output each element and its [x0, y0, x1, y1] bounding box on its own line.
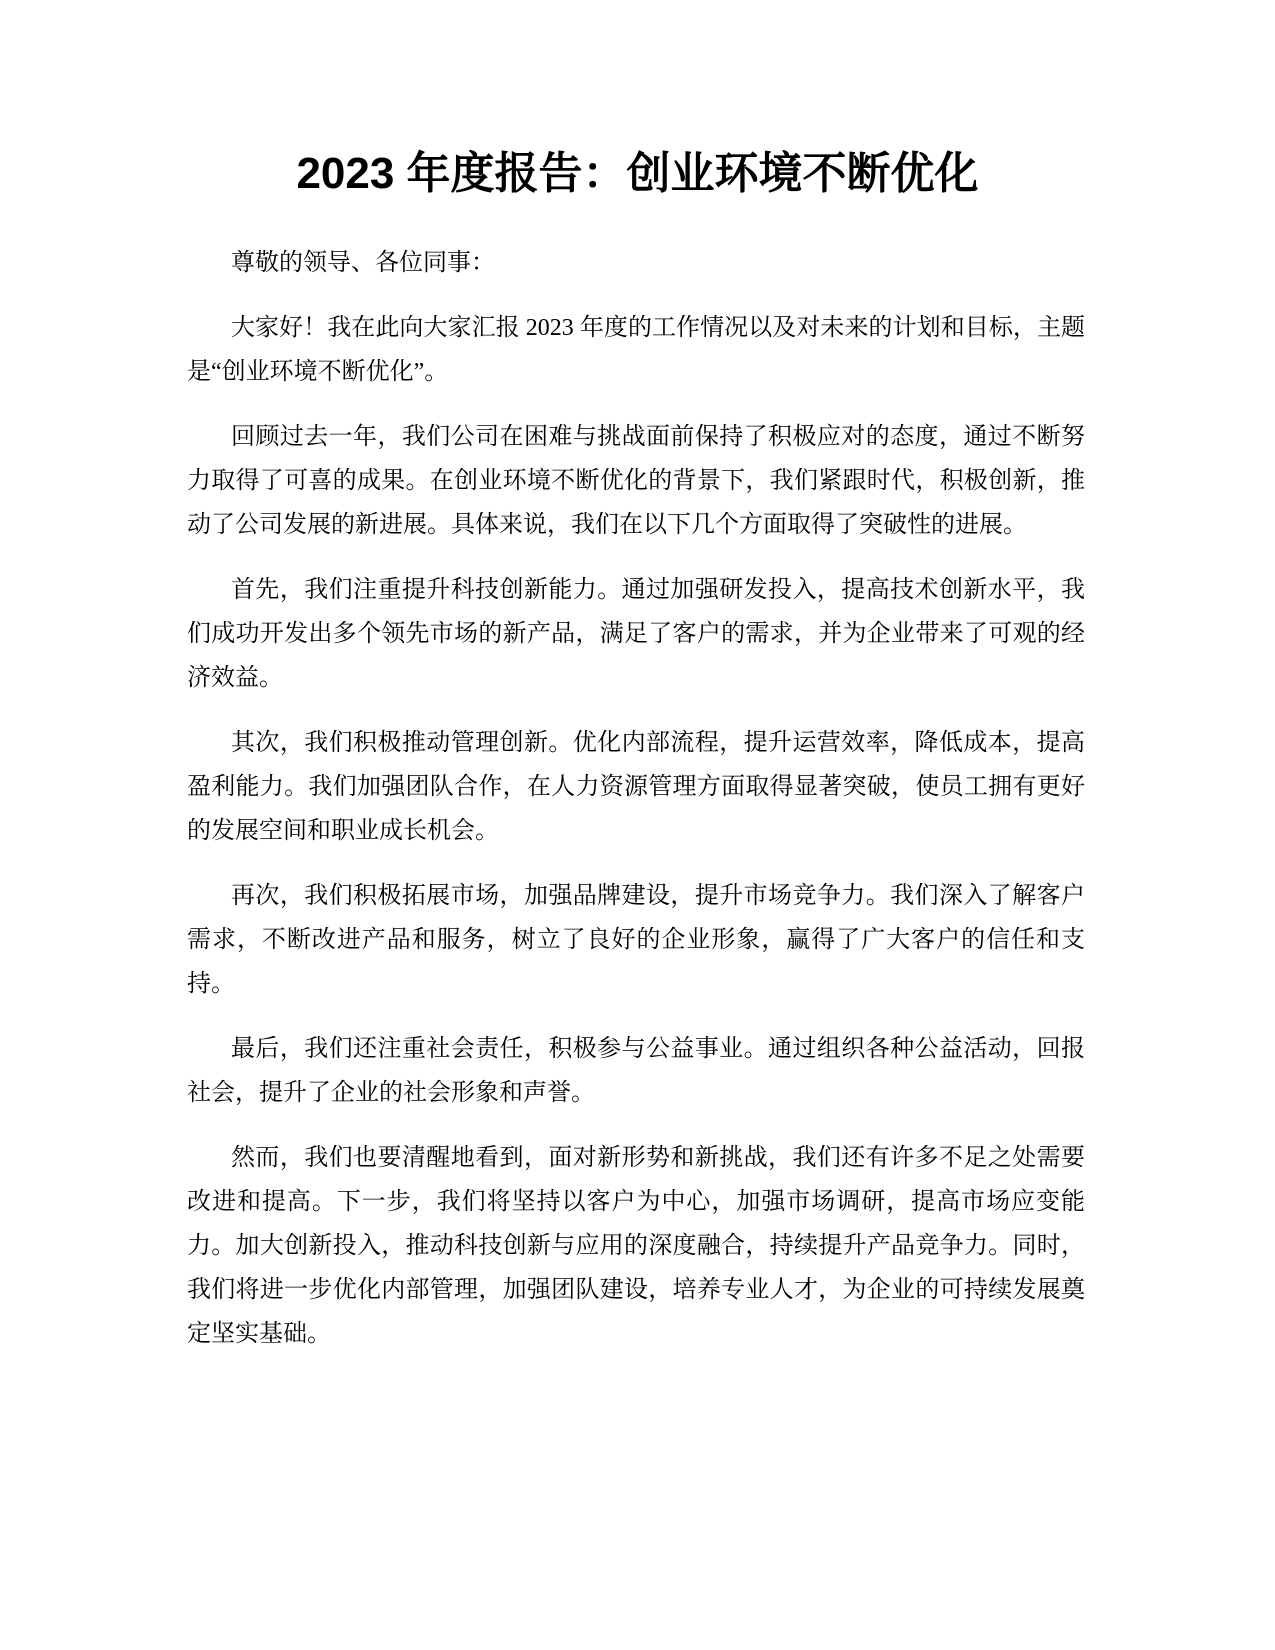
- paragraph-outlook: 然而，我们也要清醒地看到，面对新形势和新挑战，我们还有许多不足之处需要改进和提高。下一步，我们将坚持以客户为中心，加强市场调研，提高市场应变能力。加大创新投入，推动科技创新与应用的深度融合，持续提升产品竞争力。同时，我们将进一步优化内部管理，加强团队建设，培养专业人才，为企业的可持续发展奠定坚实基础。: [187, 1145, 1085, 1347]
- paragraph-finally: 最后，我们还注重社会责任，积极参与公益事业。通过组织各种公益活动，回报社会，提升了企业的社会形象和声誉。: [187, 1036, 1085, 1106]
- document-body: [187, 241, 1085, 1377]
- document-title: 2023 年度报告：创业环境不断优化: [296, 149, 979, 198]
- paragraph-second: 其次，我们积极推动管理创新。优化内部流程，提升运营效率，降低成本，提高盈利能力。我们加强团队合作，在人力资源管理方面取得显著突破，使员工拥有更好的发展空间和职业成长机会。: [187, 730, 1085, 844]
- paragraph-review: 回顾过去一年，我们公司在困难与挑战面前保持了积极应对的态度，通过不断努力取得了可喜的成果。在创业环境不断优化的背景下，我们紧跟时代，积极创新，推动了公司发展的新进展。具体来说，我们在以下几个方面取得了突破性的进展。: [187, 424, 1085, 538]
- paragraph-third: 再次，我们积极拓展市场，加强品牌建设，提升市场竞争力。我们深入了解客户需求，不断改进产品和服务，树立了良好的企业形象，赢得了广大客户的信任和支持。: [187, 883, 1085, 997]
- paragraph-greeting: 大家好！我在此向大家汇报 2023 年度的工作情况以及对未来的计划和目标，主题是“创业环境不断优化”。: [187, 315, 1085, 385]
- paragraph-first: 首先，我们注重提升科技创新能力。通过加强研发投入，提高技术创新水平，我们成功开发出多个领先市场的新产品，满足了客户的需求，并为企业带来了可观的经济效益。: [187, 577, 1085, 691]
- paragraph-salutation: 尊敬的领导、各位同事：: [231, 250, 495, 276]
